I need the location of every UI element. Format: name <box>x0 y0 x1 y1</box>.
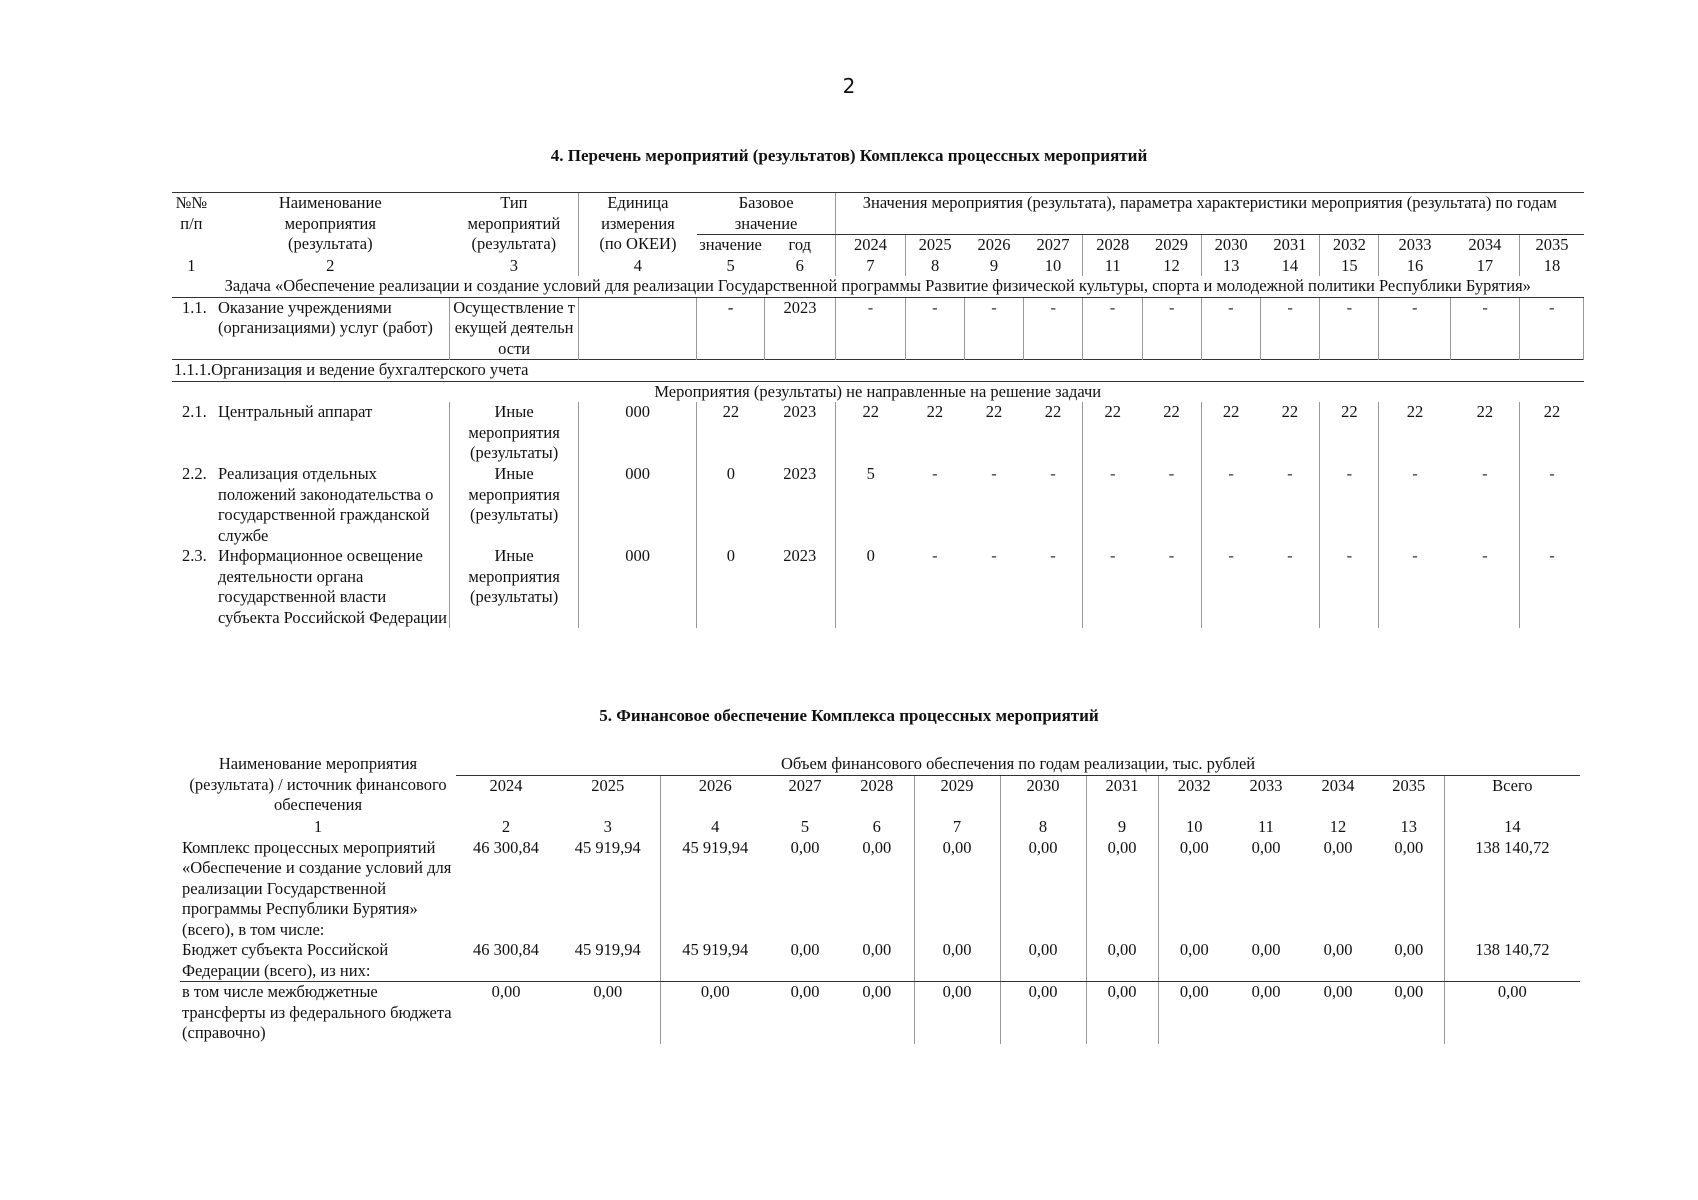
col-number: 13 <box>1222 255 1240 275</box>
column-numbers-row <box>172 256 1584 277</box>
activity-row <box>172 546 1584 628</box>
fin-header-year: 2031 <box>1086 775 1158 817</box>
fin-header-year: 2034 <box>1321 775 1355 795</box>
fin-header-year: 2030 <box>1000 775 1086 817</box>
col-number: 11 <box>1104 255 1121 275</box>
fin-header-year: 2026 <box>698 775 732 795</box>
activity-unit: 000 <box>578 402 696 464</box>
header-row-1 <box>172 193 1584 235</box>
header-year: 2029 <box>1142 235 1201 256</box>
activity-row <box>172 402 1584 464</box>
year-value: 0 <box>866 546 875 565</box>
fin-column-numbers-row <box>180 817 1580 838</box>
year-value: 22 <box>985 402 1003 421</box>
year-value: - <box>1024 464 1083 546</box>
activity-name: Информационное освещение деятельности органа государственной власти субъекта Российской Федерации <box>218 546 448 627</box>
col-number: 17 <box>1450 256 1519 277</box>
year-value: - <box>932 464 938 483</box>
col-number: 3 <box>556 817 660 838</box>
fin-value: 0,00 <box>1251 982 1281 1001</box>
header-base-value: значение <box>699 235 762 254</box>
fin-header-total: Всего <box>1492 775 1533 795</box>
year-value: - <box>1228 546 1234 565</box>
activity-row <box>172 464 1584 546</box>
fin-header-year: 2024 <box>489 775 523 795</box>
fin-value: 0,00 <box>1158 940 1230 982</box>
fin-value: 0,00 <box>914 838 1000 941</box>
year-value: - <box>1549 546 1555 565</box>
fin-header-volume: Объем финансового обеспечения по годам реализации, тыс. рублей <box>456 754 1580 775</box>
fin-header-row-1 <box>180 754 1580 775</box>
row-number: 2.1. <box>182 402 207 421</box>
col-number: 1 <box>313 817 323 836</box>
fin-value: 0,00 <box>1000 940 1086 982</box>
col-number: 15 <box>1320 256 1379 277</box>
not-directed-text: Мероприятия (результаты) не направленные на решение задачи <box>654 381 1102 401</box>
year-value: 22 <box>1320 402 1379 464</box>
col-number: 7 <box>914 817 1000 838</box>
col-number: 2 <box>326 255 335 275</box>
col-number: 2 <box>501 817 511 836</box>
col-number: 14 <box>1261 256 1320 277</box>
section-5-title: 5. Финансовое обеспечение Комплекса процессных мероприятий <box>599 706 1099 725</box>
header-type: Тип мероприятий (результата) <box>450 193 579 256</box>
year-value: - <box>1412 546 1418 565</box>
header-base: Базовое значение <box>697 193 836 235</box>
year-value: 22 <box>1543 402 1561 421</box>
header-year: 2035 <box>1535 235 1569 254</box>
col-number: 5 <box>800 817 810 836</box>
year-value: - <box>991 464 997 483</box>
year-value: 22 <box>1104 402 1121 421</box>
year-value: - <box>1109 546 1116 565</box>
col-number: 10 <box>1024 256 1083 277</box>
fin-value: 0,00 <box>1000 838 1086 941</box>
header-year: 2033 <box>1398 235 1432 254</box>
year-value: - <box>1142 297 1201 360</box>
fin-value: 0,00 <box>491 982 521 1001</box>
year-value: - <box>1520 297 1584 360</box>
col-number: 7 <box>836 256 905 277</box>
fin-row-name: Бюджет субъекта Российской Федерации (всего), из них: <box>180 940 456 982</box>
col-number: 14 <box>1504 817 1521 836</box>
fin-header-year: 2035 <box>1374 775 1444 817</box>
section-4-title: 4. Перечень мероприятий (результатов) Комплекса процессных мероприятий <box>550 146 1148 165</box>
fin-value: 0,00 <box>1323 837 1353 857</box>
year-value: - <box>1261 297 1320 360</box>
page-number: 2 <box>842 74 856 98</box>
year-value: - <box>932 546 938 565</box>
fin-value: 46 300,84 <box>456 940 556 982</box>
fin-value: 0,00 <box>556 982 660 1044</box>
header-year: 2026 <box>977 235 1011 254</box>
fin-value: 0,00 <box>700 982 730 1001</box>
fin-total: 0,00 <box>1497 982 1527 1001</box>
base-value: 0 <box>726 546 735 565</box>
col-number: 4 <box>578 256 696 277</box>
fin-value: 0,00 <box>840 982 914 1044</box>
task-text: Задача «Обеспечение реализации и создание условий для реализации Государственной программы Развитие физической культуры, спорта и молодежной политики Республики Бурятия» <box>172 276 1584 297</box>
year-value: - <box>964 297 1023 360</box>
col-number: 3 <box>509 255 518 275</box>
activity-unit: 000 <box>578 546 696 628</box>
col-number: 12 <box>1329 817 1347 836</box>
year-value: - <box>1379 297 1450 360</box>
fin-value: 0,00 <box>1000 982 1086 1044</box>
base-year: 2023 <box>764 546 836 628</box>
fin-value: 0,00 <box>770 940 840 982</box>
fin-header-year: 2025 <box>556 775 660 817</box>
fin-header-year: 2027 <box>788 775 822 795</box>
header-year: 2032 <box>1320 235 1379 256</box>
header-year: 2030 <box>1214 235 1248 254</box>
year-value: - <box>1320 546 1379 628</box>
subactivity-row <box>172 360 1584 382</box>
fin-value: 0,00 <box>1179 982 1209 1001</box>
fin-header-year: 2033 <box>1249 775 1283 795</box>
col-number: 12 <box>1142 256 1201 277</box>
header-base-year: год <box>764 235 836 256</box>
year-value: - <box>1450 546 1519 628</box>
fin-value: 45 919,94 <box>556 838 660 941</box>
year-value: - <box>1109 464 1116 483</box>
col-number: 18 <box>1543 255 1561 275</box>
base-value: 22 <box>722 402 740 421</box>
task-row <box>172 276 1584 297</box>
year-value: - <box>1450 297 1519 360</box>
year-value: 22 <box>1024 402 1083 464</box>
row-number: 1.1. <box>182 297 207 317</box>
col-number: 11 <box>1258 817 1274 836</box>
year-value: - <box>1142 464 1201 546</box>
fin-header-year: 2029 <box>914 775 1000 817</box>
activities-table <box>172 192 1584 628</box>
fin-value: 0,00 <box>1086 838 1158 941</box>
year-value: - <box>836 297 905 360</box>
year-value: - <box>1083 297 1142 360</box>
row-number: 2.3. <box>182 546 207 565</box>
base-value: 0 <box>726 464 735 483</box>
col-number: 1 <box>187 255 196 275</box>
financing-table <box>180 754 1580 1044</box>
year-value: - <box>1228 464 1234 483</box>
year-value: - <box>1261 546 1320 628</box>
header-year: 2034 <box>1450 235 1519 256</box>
col-number: 8 <box>1000 817 1086 838</box>
activity-row <box>172 297 1584 360</box>
year-value: - <box>1549 464 1555 483</box>
base-year: 2023 <box>764 402 836 464</box>
fin-value: 46 300,84 <box>473 837 539 857</box>
fin-value: 0,00 <box>1086 982 1158 1044</box>
year-value: 22 <box>1406 402 1424 421</box>
fin-row-name: Комплекс процессных мероприятий «Обеспечение и создание условий для реализации Государственной программы Республики Бурятия» (всего), в том числе: <box>182 837 452 939</box>
activity-name: Оказание учреждениями (организациями) услуг (работ) <box>218 297 433 337</box>
year-value: 22 <box>1142 402 1201 464</box>
fin-value: 0,00 <box>1374 940 1444 982</box>
col-number: 10 <box>1186 817 1203 836</box>
fin-value: 0,00 <box>1323 982 1353 1001</box>
year-value: - <box>1024 297 1083 360</box>
col-number: 6 <box>764 256 836 277</box>
header-name: Наименование мероприятия (результата) <box>211 193 450 256</box>
activity-name: Центральный аппарат <box>218 402 373 421</box>
activity-unit <box>578 297 696 360</box>
col-number: 13 <box>1374 817 1444 838</box>
col-number: 4 <box>711 817 720 836</box>
year-value: - <box>1320 297 1379 360</box>
year-value: - <box>1412 464 1418 483</box>
row-number: 2.2. <box>182 464 207 483</box>
col-number: 16 <box>1406 255 1424 275</box>
fin-total: 138 140,72 <box>1475 837 1550 857</box>
col-number: 9 <box>989 255 999 275</box>
col-number: 8 <box>930 255 940 275</box>
year-value: 22 <box>1261 402 1320 464</box>
header-year: 2028 <box>1096 235 1130 254</box>
fin-value: 0,00 <box>840 838 914 941</box>
fin-header-year: 2032 <box>1177 775 1211 795</box>
activity-name: Реализация отдельных положений законодательства о государственной гражданской службе <box>218 464 434 545</box>
not-directed-row <box>172 381 1584 402</box>
fin-header-name: Наименование мероприятия (результата) / источник финансового обеспечения <box>189 754 447 814</box>
fin-value: 0,00 <box>840 940 914 982</box>
fin-value: 0,00 <box>1086 940 1158 982</box>
year-value: 22 <box>1450 402 1519 464</box>
fin-value: 0,00 <box>1302 940 1374 982</box>
fin-value: 45 919,94 <box>682 837 749 857</box>
header-year: 2025 <box>918 235 952 254</box>
col-number: 5 <box>726 255 735 275</box>
year-value: 22 <box>1222 402 1240 421</box>
fin-value: 0,00 <box>914 940 1000 982</box>
header-year: 2027 <box>1024 235 1083 256</box>
fin-row <box>180 940 1580 982</box>
year-value: - <box>1261 464 1320 546</box>
fin-value: 0,00 <box>1374 982 1444 1044</box>
fin-value: 0,00 <box>1251 837 1281 857</box>
year-value: 5 <box>866 464 875 483</box>
year-value: 22 <box>926 402 944 421</box>
year-value: - <box>1450 464 1519 546</box>
year-value: - <box>991 546 997 565</box>
header-year: 2031 <box>1261 235 1320 256</box>
year-value: - <box>905 297 964 360</box>
fin-value: 0,00 <box>790 982 820 1001</box>
base-year: 2023 <box>764 464 836 546</box>
fin-value: 0,00 <box>1230 940 1302 982</box>
fin-header-year: 2028 <box>840 775 914 817</box>
header-num: №№ п/п <box>172 193 211 256</box>
fin-row <box>180 838 1580 941</box>
col-number: 9 <box>1086 817 1158 838</box>
year-value: 22 <box>862 402 879 421</box>
header-year: 2024 <box>836 235 905 256</box>
year-value: - <box>1024 546 1083 628</box>
subactivity-text: 1.1.1.Организация и ведение бухгалтерского учета <box>172 360 1584 382</box>
base-value: - <box>697 297 764 360</box>
header-unit: Единица измерения (по ОКЕИ) <box>578 193 696 256</box>
fin-value: 0,00 <box>1179 837 1209 857</box>
fin-value: 0,00 <box>914 982 1000 1044</box>
fin-value: 0,00 <box>1374 838 1444 941</box>
year-value: - <box>1320 464 1379 546</box>
col-number: 6 <box>840 817 914 838</box>
year-value: - <box>1142 546 1201 628</box>
fin-row-name: в том числе межбюджетные трансферты из федерального бюджета (справочно) <box>182 982 452 1042</box>
activity-type: Осуществление текущей деятельности <box>450 297 579 360</box>
fin-row <box>180 982 1580 1044</box>
fin-total: 138 140,72 <box>1444 940 1580 982</box>
activity-unit: 000 <box>578 464 696 546</box>
year-value: - <box>1201 297 1260 360</box>
fin-value: 45 919,94 <box>556 940 660 982</box>
activity-type: Иные мероприятия (результаты) <box>468 402 560 462</box>
activity-type: Иные мероприятия (результаты) <box>468 546 560 606</box>
fin-value: 0,00 <box>790 837 820 857</box>
fin-value: 45 919,94 <box>660 940 770 982</box>
base-year: 2023 <box>764 297 836 360</box>
header-values: Значения мероприятия (результата), параметра характеристики мероприятия (результата) по годам <box>836 193 1584 235</box>
activity-type: Иные мероприятия (результаты) <box>468 464 560 524</box>
